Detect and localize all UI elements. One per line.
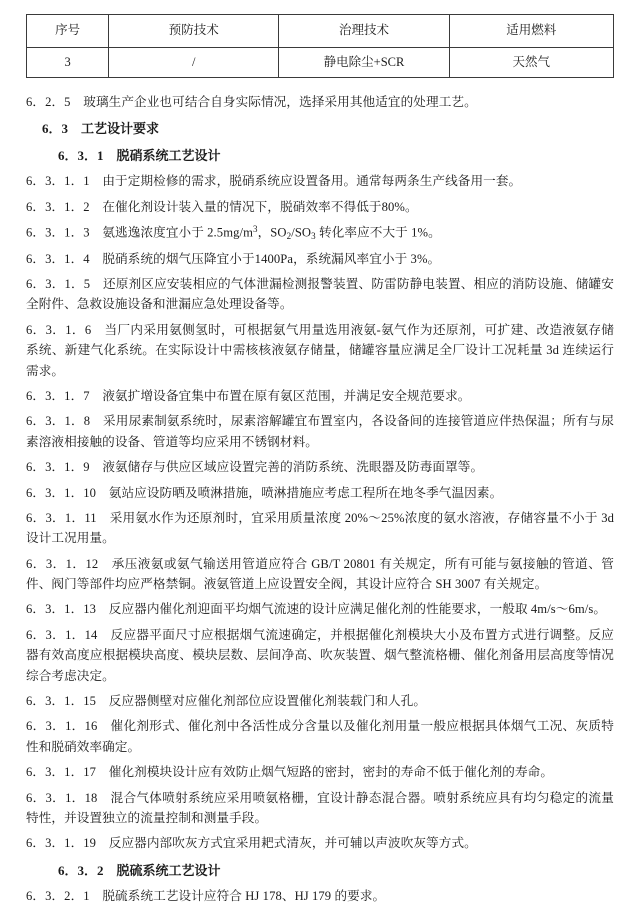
clause-paragraph: 6．3．1．1 由于定期检修的需求，脱硝系统应设置备用。通常每两条生产线备用一套。 <box>26 174 522 189</box>
clause-paragraph: 6．2．5 玻璃生产企业也可结合自身实际情况，选择采用其他适宜的处理工艺。 <box>26 95 477 109</box>
clause-paragraph: 6．3．1．12 承压液氨或氨气输送用管道应符合 GB/T 20801 有关规定，所有可能与氨接触的管道、管件、阀门等部件均应严格禁铜。液氨管道上应设置安全阀，其设计应符合 SH 3007 有关规定。 <box>26 556 614 592</box>
clause-paragraph: 6．3．1．5 还原剂区应安装相应的气体泄漏检测报警装置、防雷防静电装置、相应的消防设施、储罐安全附件、急救设施设备和泄漏应急处理设备等。 <box>26 276 614 312</box>
section-heading: 6．3．2 脱硫系统工艺设计 <box>58 862 221 878</box>
section-heading: 6．3 工艺设计要求 <box>42 121 160 137</box>
table-cell: 3 <box>27 47 109 78</box>
clause-paragraph: 6．3．1．6 当厂内采用氨侧氢时，可根据氨气用量选用液氨-氨气作为还原剂，可扩建、改造液氨存储系统、新建气化系统。在实际设计中需核核液氨存储量，储罐容量应满足全厂设计工况耗量 3d 连续运行需求。 <box>26 322 614 378</box>
table-header-cell: 序号 <box>27 15 109 48</box>
table-cell: / <box>109 47 279 78</box>
table-header-cell: 治理技术 <box>279 15 449 48</box>
clause-paragraph: 6．3．1．9 液氨储存与供应区域应设置完善的消防系统、洗眼器及防毒面罩等。 <box>26 460 484 475</box>
clause-paragraph: 6．3．1．4 脱硝系统的烟气压降宜小于1400Pa，系统漏风率宜小于 3%。 <box>26 251 441 266</box>
table-row <box>27 47 614 78</box>
table-header-row <box>27 15 614 48</box>
clause-paragraph: 6．3．1．3 氨逃逸浓度宜小于 $2.5mg/m^3$，$SO_2/SO_3$ 转化率应不大于 1%。 <box>26 224 441 242</box>
section-heading: 6．3．1 脱硝系统工艺设计 <box>58 148 221 164</box>
clause-paragraph: 6．3．1．14 反应器平面尺寸应根据烟气流速确定，并根据催化剂模块大小及布置方式进行调整。反应器有效高度应根据模块高度、模块层数、层间净高、吹灰装置、烟气整流格栅、催化剂备用层高度等情况综合考虑决定。 <box>26 627 614 683</box>
clause-paragraph: 6．3．1．11 采用氨水作为还原剂时，宜采用质量浓度 20%～25%浓度的氨水溶液，存储容量不小于 3d 设计工况用量。 <box>26 510 614 546</box>
table-header-cell: 预防技术 <box>109 15 279 48</box>
table-cell: 天然气 <box>449 47 613 78</box>
technology-table <box>26 14 614 78</box>
document-body <box>26 92 614 906</box>
clause-paragraph: 6．3．2．1 脱硫系统工艺设计应符合 HJ 178、HJ 179 的要求。 <box>26 888 386 903</box>
clause-paragraph: 6．3．1．13 反应器内催化剂迎面平均烟气流速的设计应满足催化剂的性能要求，一般取 4m/s～6m/s。 <box>26 602 607 617</box>
clause-paragraph: 6．3．1．2 在催化剂设计装入量的情况下，脱硝效率不得低于80%。 <box>26 199 418 214</box>
clause-paragraph: 6．3．1．8 采用尿素制氨系统时，尿素溶解罐宜布置室内，各设备间的连接管道应伴热保温；所有与尿素溶液相接触的设备、管道等均应采用不锈钢材料。 <box>26 414 614 449</box>
table-cell: 静电除尘+SCR <box>279 47 449 78</box>
clause-paragraph: 6．3．1．15 反应器侧壁对应催化剂部位应设置催化剂装载门和人孔。 <box>26 694 427 709</box>
clause-paragraph: 6．3．1．16 催化剂形式、催化剂中各活性成分含量以及催化剂用量一般应根据具体烟气工况、灰质特性和脱硝效率确定。 <box>26 719 614 754</box>
table-header-cell: 适用燃料 <box>449 15 613 48</box>
clause-paragraph: 6．3．1．18 混合气体喷射系统应采用喷氨格栅，宜设计静态混合器。喷射系统应具有均匀稳定的流量特性，并设置独立的流量控制和测量手段。 <box>26 790 614 825</box>
clause-paragraph: 6．3．1．10 氨站应设防晒及喷淋措施，喷淋措施应考虑工程所在地冬季气温因素。 <box>26 485 503 500</box>
clause-paragraph: 6．3．1．19 反应器内部吹灰方式宜采用耙式清灰，并可辅以声波吹灰等方式。 <box>26 836 477 851</box>
clause-paragraph: 6．3．1．7 液氨扩增设备宜集中布置在原有氨区范围，并满足安全规范要求。 <box>26 388 471 403</box>
clause-paragraph: 6．3．1．17 催化剂模块设计应有效防止烟气短路的密封，密封的寿命不低于催化剂的寿命。 <box>26 765 554 780</box>
